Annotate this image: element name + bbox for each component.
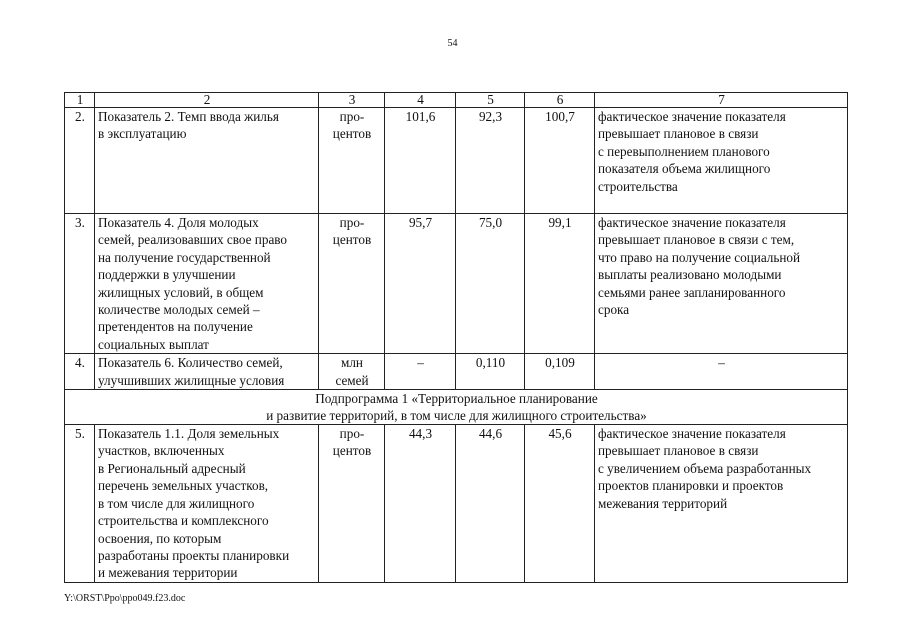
header-cell: 2 — [95, 93, 319, 108]
text-line: Показатель 2. Темп ввода жилья — [98, 109, 279, 124]
header-cell: 3 — [319, 93, 385, 108]
value-col5: 75,0 — [456, 214, 525, 354]
text-line: освоения, по которым — [98, 530, 222, 546]
note: – — [595, 354, 848, 390]
text-line: разработаны проекты планировки — [98, 547, 290, 563]
text-line: фактическое значение показателя — [598, 215, 786, 230]
text-line: и развитие территорий, в том числе для жилищного строительства» — [266, 408, 647, 424]
text-line: и межевания территории — [98, 565, 238, 581]
table-row — [65, 214, 848, 354]
text-line: улучшивших жилищные условия — [98, 372, 285, 388]
text-line: количестве молодых семей – — [98, 302, 260, 318]
subprogram-title — [65, 390, 848, 425]
footer-file-path: Y:\ORST\Ppo\ppo049.f23.doc — [64, 593, 186, 604]
row-number: 3. — [65, 214, 95, 354]
text-line: фактическое значение показателя — [598, 426, 786, 442]
text-line: срока — [598, 302, 630, 318]
indicator-name — [95, 214, 319, 354]
text-line: центов — [332, 126, 372, 142]
value-col6: 100,7 — [525, 108, 595, 214]
text-line: Показатель 6. Количество семей, — [98, 355, 283, 371]
text-line: Показатель 4. Доля молодых — [98, 215, 259, 230]
header-cell: 5 — [456, 93, 525, 108]
value-col4: – — [385, 354, 456, 390]
text-line: про- — [339, 215, 365, 230]
row-number: 4. — [65, 354, 95, 390]
note — [595, 425, 848, 583]
note — [595, 108, 848, 214]
value-col6: 99,1 — [525, 214, 595, 354]
text-line: семьями ранее запланированного — [598, 284, 786, 300]
text-line: млн — [341, 355, 363, 371]
text-line: превышает плановое в связи с тем, — [598, 232, 795, 248]
indicator-name — [95, 354, 319, 390]
text-line: Подпрограмма 1 «Территориальное планирование — [315, 391, 598, 407]
value-col5: 0,110 — [456, 354, 525, 390]
value-col4: 101,6 — [385, 108, 456, 214]
unit — [319, 108, 385, 214]
table-row — [65, 108, 848, 214]
unit — [319, 425, 385, 583]
text-line: центов — [332, 443, 372, 459]
text-line: проектов планировки и проектов — [598, 478, 784, 494]
indicator-name — [95, 425, 319, 583]
value-col6: 45,6 — [525, 425, 595, 583]
text-line: центов — [332, 232, 372, 248]
header-cell: 1 — [65, 93, 95, 108]
text-line: выплаты реализовано молодыми — [598, 267, 782, 283]
value-col4: 95,7 — [385, 214, 456, 354]
row-number: 2. — [65, 108, 95, 214]
table-row — [65, 425, 848, 583]
text-line: что право на получение социальной — [598, 249, 801, 265]
value-col4: 44,3 — [385, 425, 456, 583]
text-line: про- — [339, 426, 365, 442]
text-line: в эксплуатацию — [98, 126, 187, 142]
note — [595, 214, 848, 354]
value-col5: 92,3 — [456, 108, 525, 214]
page-number: 54 — [447, 38, 458, 49]
text-line: перечень земельных участков, — [98, 478, 269, 494]
text-line: поддержки в улучшении — [98, 267, 236, 283]
text-line: семей — [335, 372, 369, 388]
text-line: в том числе для жилищного — [98, 495, 255, 511]
text-line: семей, реализовавших свое право — [98, 232, 288, 248]
table-row — [65, 354, 848, 390]
text-line: в Региональный адресный — [98, 460, 246, 476]
text-line: межевания территорий — [598, 495, 728, 511]
text-line: социальных выплат — [98, 336, 209, 352]
header-cell: 7 — [595, 93, 848, 108]
text-line: Показатель 1.1. Доля земельных — [98, 426, 280, 442]
indicator-name — [95, 108, 319, 214]
text-line: участков, включенных — [98, 443, 225, 459]
table-header-row — [65, 93, 848, 108]
header-cell: 6 — [525, 93, 595, 108]
row-number: 5. — [65, 425, 95, 583]
text-line: фактическое значение показателя — [598, 109, 786, 124]
text-line: претендентов на получение — [98, 319, 253, 335]
header-cell: 4 — [385, 93, 456, 108]
text-line: превышает плановое в связи — [598, 443, 759, 459]
text-line: про- — [339, 109, 365, 124]
text-line: с перевыполнением планового — [598, 143, 770, 159]
text-line: жилищных условий, в общем — [98, 284, 264, 300]
value-col6: 0,109 — [525, 354, 595, 390]
value-col5: 44,6 — [456, 425, 525, 583]
text-line: показателя объема жилищного — [598, 161, 771, 177]
unit — [319, 214, 385, 354]
text-line: строительства и комплексного — [98, 513, 269, 529]
indicators-table — [64, 92, 848, 583]
text-line: строительства — [598, 178, 678, 194]
subprogram-row — [65, 390, 848, 425]
text-line: превышает плановое в связи — [598, 126, 759, 142]
text-line: на получение государственной — [98, 249, 271, 265]
unit — [319, 354, 385, 390]
text-line: с увеличением объема разработанных — [598, 460, 812, 476]
